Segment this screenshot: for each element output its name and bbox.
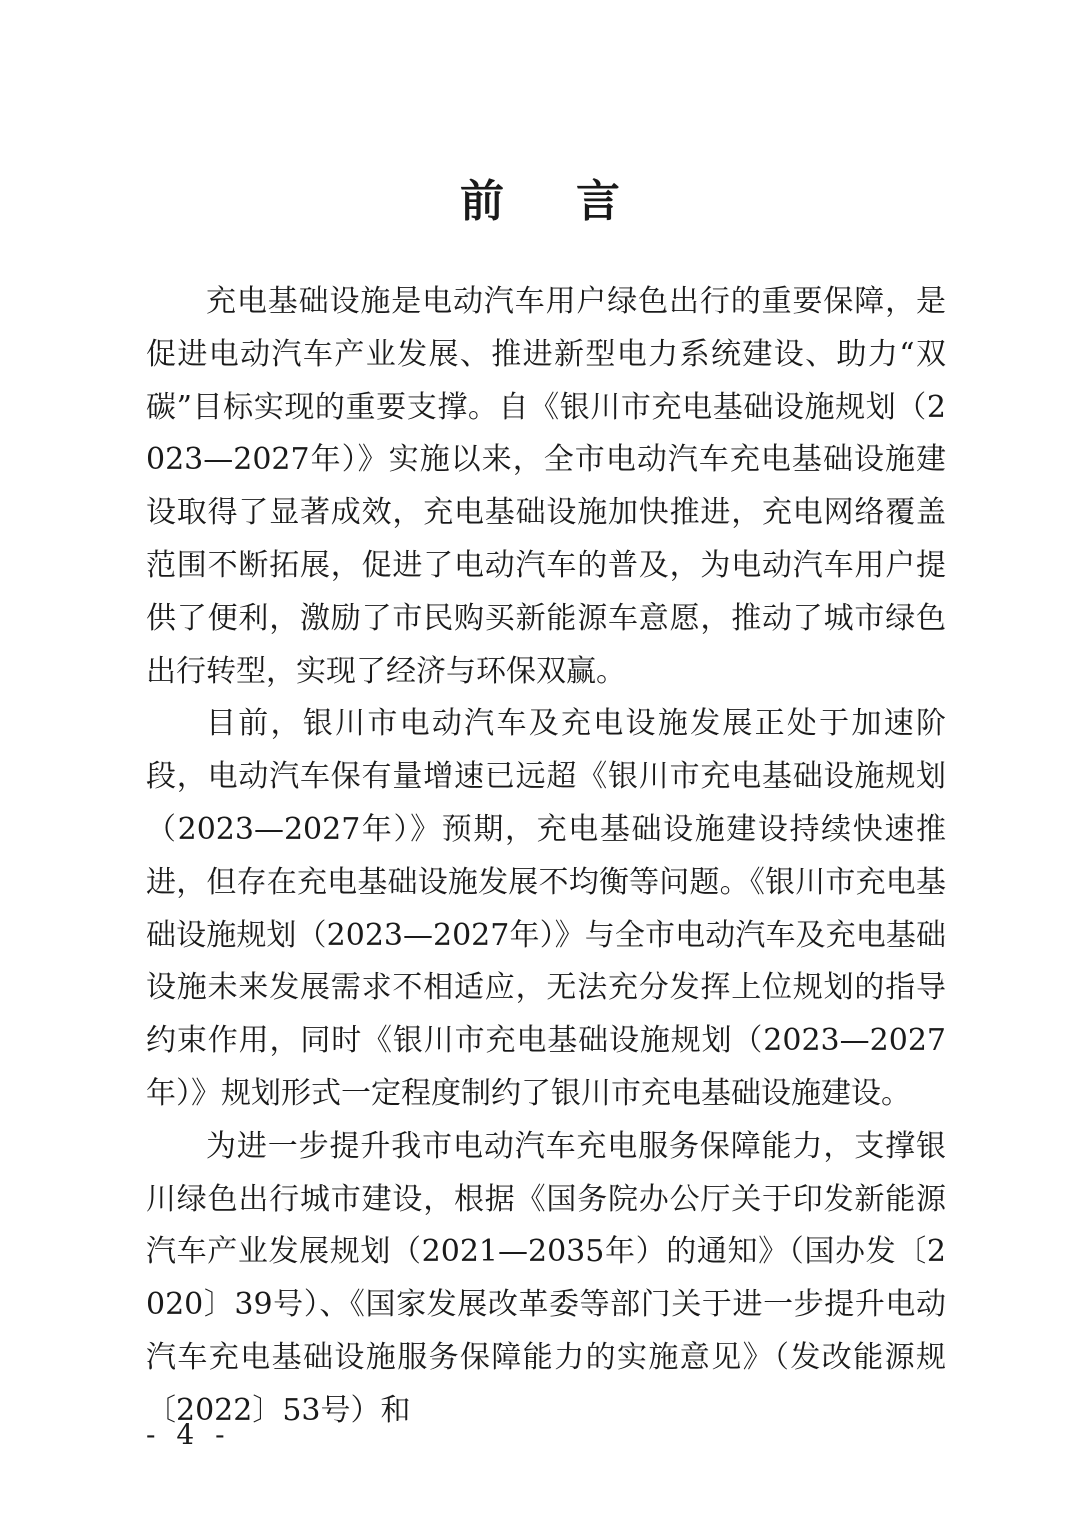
document-body <box>146 276 946 1438</box>
paragraph-3: 为进一步提升我市电动汽车充电服务保障能力，支撑银川绿色出行城市建设，根据《国务院办公厅关于印发新能源汽车产业发展规划（2021—2035年）的通知》（国办发〔2020〕39号）、《国家发展改革委等部门关于进一步提升电动汽车充电基础设施服务保障能力的实施意见》（发改能源规〔2022〕53号）和 <box>146 1128 946 1428</box>
page-title: 前言 <box>460 176 692 227</box>
paragraph-2: 目前，银川市电动汽车及充电设施发展正处于加速阶段，电动汽车保有量增速已远超《银川市充电基础设施规划（2023—2027年）》预期，充电基础设施建设持续快速推进，但存在充电基础设施发展不均衡等问题。《银川市充电基础设施规划（2023—2027年）》与全市电动汽车及充电基础设施未来发展需求不相适应，无法充分发挥上位规划的指导约束作用，同时《银川市充电基础设施规划（2023—2027年）》规划形式一定程度制约了银川市充电基础设施建设。 <box>146 706 946 1111</box>
paragraph-1: 充电基础设施是电动汽车用户绿色出行的重要保障，是促进电动汽车产业发展、推进新型电力系统建设、助力“双碳”目标实现的重要支撑。自《银川市充电基础设施规划（2023—2027年）》实施以来，全市电动汽车充电基础设施建设取得了显著成效，充电基础设施加快推进，充电网络覆盖范围不断拓展，促进了电动汽车的普及，为电动汽车用户提供了便利，激励了市民购买新能源车意愿，推动了城市绿色出行转型，实现了经济与环保双赢。 <box>146 284 946 689</box>
page-number: - 4 - <box>146 1418 231 1451</box>
